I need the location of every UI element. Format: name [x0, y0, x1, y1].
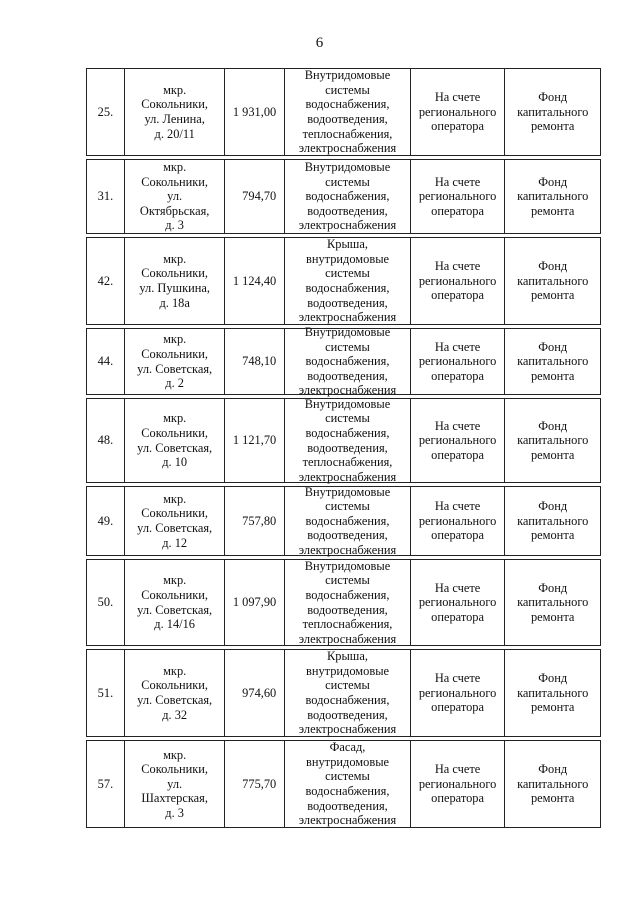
works-cell: Крыша, внутридомовые системы водоснабжения, водоотведения, электроснабжения [285, 650, 411, 736]
area-cell: 1 121,70 [225, 399, 285, 482]
row-number-cell: 51. [87, 650, 125, 736]
account-cell: На счете регионального оператора [411, 69, 506, 155]
address-cell: мкр. Сокольники, ул. Советская, д. 12 [125, 487, 226, 555]
row-number-cell: 57. [87, 741, 125, 827]
table-row [86, 559, 601, 646]
area-cell: 1 931,00 [225, 69, 285, 155]
row-number-cell: 25. [87, 69, 125, 155]
row-number-cell: 50. [87, 560, 125, 645]
area-cell: 1 124,40 [225, 238, 285, 324]
area-cell: 757,80 [225, 487, 285, 555]
area-cell: 974,60 [225, 650, 285, 736]
row-number-cell: 44. [87, 329, 125, 394]
fund-cell: Фонд капитального ремонта [517, 580, 589, 624]
works-cell: Внутридомовые системы водоснабжения, водоотведения, теплоснабжения, электроснабжения [285, 560, 411, 645]
area-cell: 748,10 [225, 329, 285, 394]
works-cell: Крыша, внутридомовые системы водоснабжения, водоотведения, электроснабжения [285, 238, 411, 324]
account-cell: На счете регионального оператора [411, 238, 506, 324]
works-cell: Фасад, внутридомовые системы водоснабжения, водоотведения, электроснабжения [285, 741, 411, 827]
area-cell: 794,70 [225, 160, 285, 233]
account-cell: На счете регионального оператора [411, 560, 506, 645]
fund-cell: Фонд капитального ремонта [517, 671, 589, 715]
area-cell: 775,70 [225, 741, 285, 827]
address-cell: мкр. Сокольники, ул. Советская, д. 32 [125, 650, 226, 736]
row-number-cell: 49. [87, 487, 125, 555]
address-cell: мкр. Сокольники, ул. Советская, д. 10 [125, 399, 226, 482]
address-cell: мкр. Сокольники, ул. Пушкина, д. 18а [125, 238, 226, 324]
row-number-cell: 31. [87, 160, 125, 233]
table-row [86, 325, 601, 398]
fund-cell: Фонд капитального ремонта [517, 762, 589, 806]
works-cell: Внутридомовые системы водоснабжения, водоотведения, теплоснабжения, электроснабжения [285, 69, 411, 155]
works-cell: Внутридомовые системы водоснабжения, водоотведения, электроснабжения [285, 329, 411, 394]
fund-cell: Фонд капитального ремонта [517, 174, 589, 218]
account-cell: На счете регионального оператора [411, 741, 506, 827]
fund-cell: Фонд капитального ремонта [517, 499, 589, 543]
address-cell: мкр. Сокольники, ул. Советская, д. 2 [125, 329, 226, 394]
works-cell: Внутридомовые системы водоснабжения, водоотведения, электроснабжения [285, 160, 411, 233]
row-number-cell: 48. [87, 399, 125, 482]
page-number: 6 [315, 35, 324, 51]
works-cell: Внутридомовые системы водоснабжения, водоотведения, теплоснабжения, электроснабжения [285, 399, 411, 482]
table-row [86, 68, 601, 156]
table-row [86, 159, 601, 234]
account-cell: На счете регионального оператора [411, 487, 506, 555]
fund-cell: Фонд капитального ремонта [517, 339, 589, 383]
fund-cell: Фонд капитального ремонта [517, 418, 589, 462]
area-cell: 1 097,90 [225, 560, 285, 645]
fund-cell: Фонд капитального ремонта [517, 259, 589, 303]
fund-cell: Фонд капитального ремонта [517, 90, 589, 134]
account-cell: На счете регионального оператора [411, 160, 506, 233]
address-cell: мкр. Сокольники, ул. Октябрьская, д. 3 [125, 160, 226, 233]
table-row [86, 486, 601, 556]
address-cell: мкр. Сокольники, ул. Ленина, д. 20/11 [125, 69, 226, 155]
table-row [86, 237, 601, 325]
table-row [86, 398, 601, 483]
account-cell: На счете регионального оператора [411, 329, 506, 394]
table-row [86, 740, 601, 828]
account-cell: На счете регионального оператора [411, 650, 506, 736]
account-cell: На счете регионального оператора [411, 399, 506, 482]
address-cell: мкр. Сокольники, ул. Советская, д. 14/16 [125, 560, 226, 645]
row-number-cell: 42. [87, 238, 125, 324]
table-row [86, 649, 601, 737]
address-cell: мкр. Сокольники, ул. Шахтерская, д. 3 [125, 741, 226, 827]
works-cell: Внутридомовые системы водоснабжения, водоотведения, электроснабжения [285, 487, 411, 555]
